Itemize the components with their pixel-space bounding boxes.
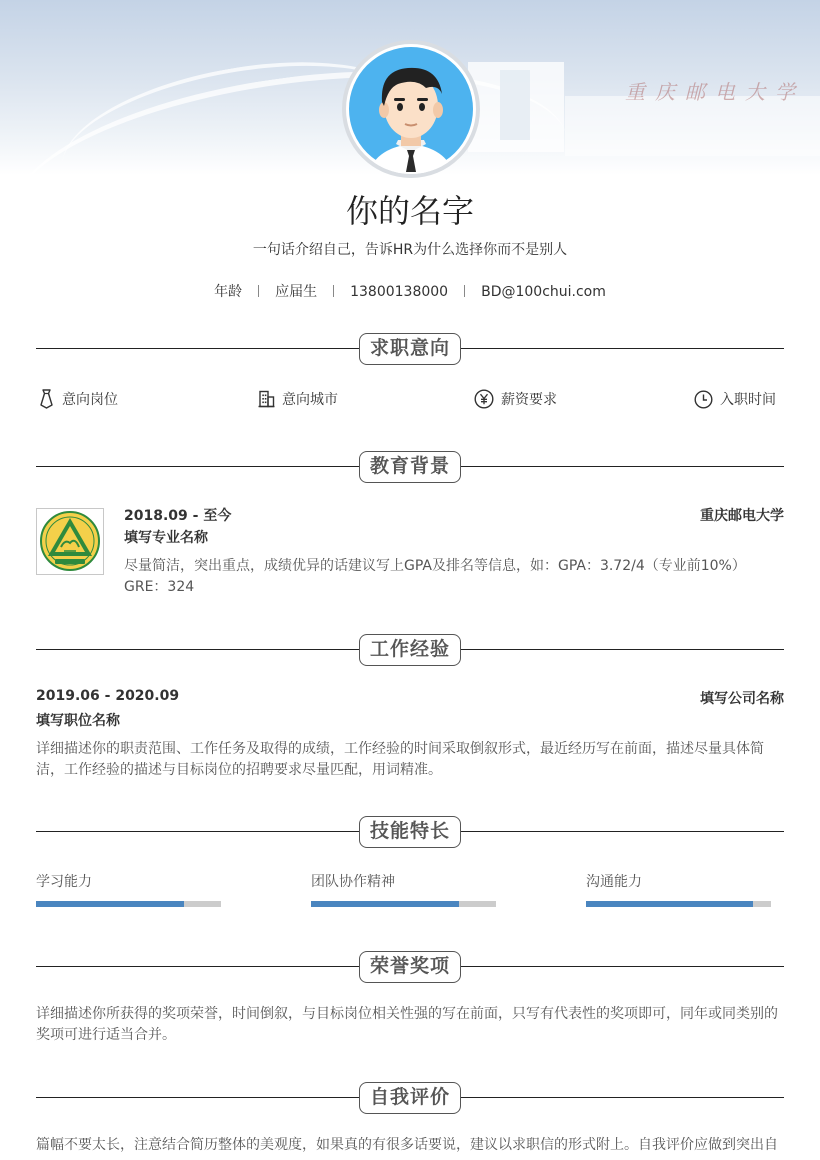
intent-salary bbox=[474, 389, 557, 409]
avatar bbox=[346, 44, 476, 174]
skill-bar-fill bbox=[586, 901, 753, 907]
section-header-self bbox=[36, 1082, 784, 1114]
self-description: 篇幅不要太长，注意结合简历整体的美观度，如果真的有很多话要说，建议以求职信的形式附上。自我评价应做到突出自 bbox=[36, 1137, 778, 1153]
intent-label: 入职时间 bbox=[720, 392, 776, 408]
building-icon bbox=[258, 390, 275, 408]
edu-school: 重庆邮电大学 bbox=[700, 508, 784, 524]
yen-icon bbox=[474, 389, 494, 409]
building bbox=[565, 96, 820, 156]
tagline: 一句话介绍自己，告诉HR为什么选择你而不是别人 bbox=[252, 242, 568, 258]
work-position: 填写职位名称 bbox=[36, 713, 120, 729]
section-header-education bbox=[36, 451, 784, 483]
candidate-name: 你的名字 bbox=[345, 192, 474, 230]
section-title: 自我评价 bbox=[359, 1082, 461, 1114]
edu-description: 尽量简洁，突出重点，成绩优异的话建议写上GPA及排名等信息，如：GPA：3.72/4（专业前10%） GRE：324 bbox=[124, 558, 746, 595]
contact-email: BD@100chui.com bbox=[481, 284, 606, 300]
edu-major: 填写专业名称 bbox=[124, 530, 208, 546]
avatar-illustration bbox=[346, 44, 476, 174]
contact-status: 应届生 bbox=[275, 284, 318, 300]
honors-description: 详细描述你所获得的奖项荣誉，时间倒叙，与目标岗位相关性强的写在前面，只写有代表性的奖项即可，同年或同类别的奖项可进行适当合并。 bbox=[36, 1006, 778, 1043]
contact-phone: 13800138000 bbox=[350, 284, 449, 300]
section-title: 荣誉奖项 bbox=[359, 951, 461, 983]
skill-bar bbox=[586, 901, 771, 907]
work-period: 2019.06 - 2020.09 bbox=[36, 688, 180, 704]
section-title: 求职意向 bbox=[359, 333, 461, 365]
skill-bar bbox=[311, 901, 496, 907]
intent-label: 意向岗位 bbox=[62, 392, 118, 408]
section-title: 技能特长 bbox=[359, 816, 461, 848]
section-header-honors bbox=[36, 951, 784, 983]
campus-signage: 重庆邮电大学 bbox=[625, 80, 805, 104]
skill-bar-fill bbox=[311, 901, 459, 907]
skill-label: 学习能力 bbox=[36, 874, 92, 890]
clock-icon bbox=[694, 390, 713, 409]
work-company: 填写公司名称 bbox=[700, 691, 784, 707]
work-description: 详细描述你的职责范围、工作任务及取得的成绩，工作经验的时间采取倒叙形式，最近经历写在前面，描述尽量具体简洁，工作经验的描述与目标岗位的招聘要求尽量匹配，用词精准。 bbox=[36, 741, 764, 778]
building bbox=[500, 70, 530, 140]
skill-label: 团队协作精神 bbox=[311, 874, 395, 890]
intent-label: 薪资要求 bbox=[501, 392, 557, 408]
skill-bar-fill bbox=[36, 901, 184, 907]
contact-age: 年龄 bbox=[214, 284, 243, 300]
skill-label: 沟通能力 bbox=[586, 874, 642, 890]
skill-bar bbox=[36, 901, 221, 907]
section-header-work bbox=[36, 634, 784, 666]
section-header-intent bbox=[36, 333, 784, 365]
intent-city bbox=[258, 389, 338, 409]
section-title: 教育背景 bbox=[359, 451, 461, 483]
school-emblem-image bbox=[37, 509, 103, 574]
school-logo bbox=[36, 508, 104, 575]
contact-info bbox=[0, 281, 820, 301]
section-header-skills bbox=[36, 816, 784, 848]
contact-divider bbox=[333, 285, 334, 297]
edu-period: 2018.09 - 至今 bbox=[124, 508, 232, 524]
intent-label: 意向城市 bbox=[282, 392, 338, 408]
section-title: 工作经验 bbox=[359, 634, 461, 666]
tie-icon bbox=[38, 389, 55, 409]
contact-divider bbox=[258, 285, 259, 297]
contact-divider bbox=[464, 285, 465, 297]
intent-start-date bbox=[694, 389, 776, 409]
intent-position bbox=[38, 389, 118, 409]
